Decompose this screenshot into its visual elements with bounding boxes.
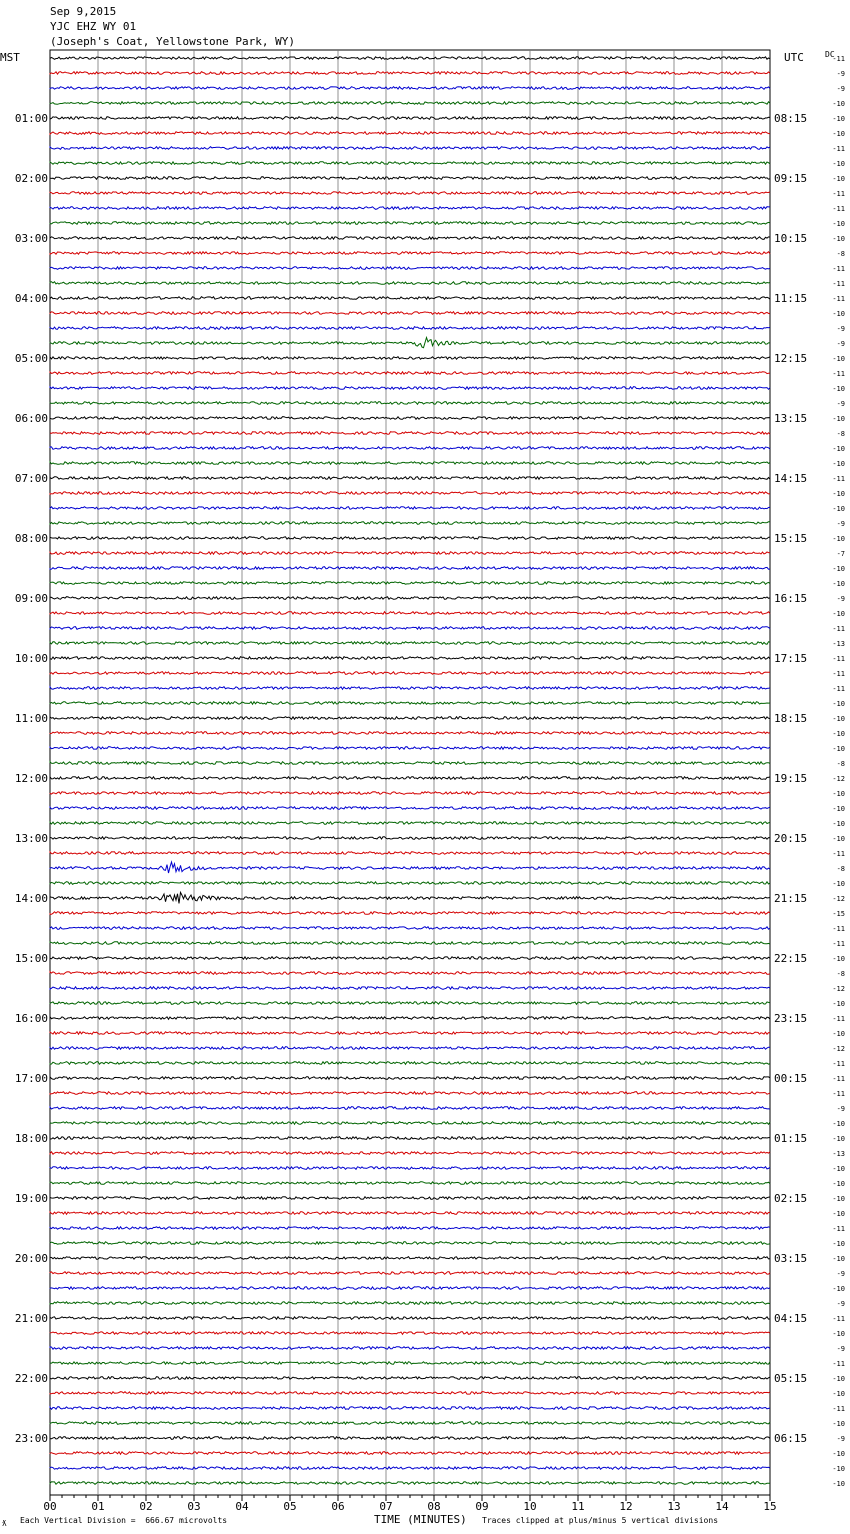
dc-offset-label: -9 xyxy=(836,70,845,78)
station-code: YJC EHZ WY 01 xyxy=(50,20,137,33)
dc-offset-label: -11 xyxy=(832,1315,845,1323)
dc-offset-label: -10 xyxy=(832,1165,845,1173)
hour-label-mst: 01:00 xyxy=(14,112,48,125)
dc-offset-label: -10 xyxy=(832,310,845,318)
dc-offset-label: -10 xyxy=(832,235,845,243)
trace-row xyxy=(50,462,770,465)
x-tick-label: 10 xyxy=(523,1500,537,1513)
dc-offset-label: -10 xyxy=(832,220,845,228)
trace-row xyxy=(50,892,770,903)
trace-row xyxy=(50,1377,770,1380)
hour-label-utc: 00:15 xyxy=(774,1072,808,1085)
dc-offset-label: -10 xyxy=(832,1480,845,1488)
hour-label-mst: 13:00 xyxy=(14,832,48,845)
dc-offset-label: -10 xyxy=(832,745,845,753)
dc-offset-label: -8 xyxy=(836,430,845,438)
trace-row xyxy=(50,1332,770,1335)
dc-offset-label: -10 xyxy=(832,1240,845,1248)
trace-row xyxy=(50,177,770,180)
dc-offset-label: -10 xyxy=(832,1465,845,1473)
trace-row xyxy=(50,252,770,255)
x-tick-label: 07 xyxy=(379,1500,393,1513)
hour-label-utc: 10:15 xyxy=(774,232,808,245)
dc-offset-label: -10 xyxy=(832,385,845,393)
hour-label-mst: 08:00 xyxy=(14,532,48,545)
x-tick-label: 00 xyxy=(43,1500,57,1513)
trace-row xyxy=(50,102,770,105)
trace-row xyxy=(50,927,770,930)
dc-offset-header: DC xyxy=(825,50,835,59)
dc-offset-label: -9 xyxy=(836,1345,845,1353)
hour-label-utc: 15:15 xyxy=(774,532,808,545)
hour-label-utc: 18:15 xyxy=(774,712,808,725)
hour-label-mst: 09:00 xyxy=(14,592,48,605)
trace-row xyxy=(50,297,770,300)
trace-row xyxy=(50,642,770,645)
dc-offset-label: -11 xyxy=(832,940,845,948)
dc-offset-label: -11 xyxy=(832,1360,845,1368)
dc-offset-label: -15 xyxy=(832,910,845,918)
trace-row xyxy=(50,1467,770,1470)
dc-offset-label: -10 xyxy=(832,880,845,888)
scale-note: Each Vertical Division = 666.67 microvolts xyxy=(20,1516,228,1525)
trace-row xyxy=(50,597,770,600)
dc-offset-label: -11 xyxy=(832,925,845,933)
dc-offset-label: -10 xyxy=(832,505,845,513)
dc-offset-label: -11 xyxy=(832,190,845,198)
hour-label-mst: 04:00 xyxy=(14,292,48,305)
trace-row xyxy=(50,1362,770,1365)
trace-row xyxy=(50,1227,770,1230)
trace-row xyxy=(50,1167,770,1170)
hour-label-mst: 15:00 xyxy=(14,952,48,965)
trace-row xyxy=(50,1107,770,1110)
trace-row xyxy=(50,972,770,975)
hour-label-utc: 16:15 xyxy=(774,592,808,605)
hour-label-utc: 20:15 xyxy=(774,832,808,845)
trace-row xyxy=(50,312,770,315)
trace-row xyxy=(50,627,770,630)
hour-label-mst: 03:00 xyxy=(14,232,48,245)
dc-offset-label: -10 xyxy=(832,1255,845,1263)
trace-row xyxy=(50,1047,770,1050)
dc-offset-label: -10 xyxy=(832,130,845,138)
x-tick-label: 13 xyxy=(667,1500,681,1513)
dc-offset-label: -10 xyxy=(832,1030,845,1038)
trace-row xyxy=(50,477,770,480)
dc-offset-label: -13 xyxy=(832,1150,845,1158)
hour-label-mst: 02:00 xyxy=(14,172,48,185)
trace-row xyxy=(50,702,770,705)
trace-row xyxy=(50,222,770,225)
hour-label-utc: 11:15 xyxy=(774,292,808,305)
corner-mark: ƛ xyxy=(2,1519,7,1528)
hour-label-mst: 11:00 xyxy=(14,712,48,725)
left-timezone-label: MST xyxy=(0,51,20,64)
x-tick-label: 11 xyxy=(571,1500,585,1513)
hour-label-utc: 03:15 xyxy=(774,1252,808,1265)
dc-offset-label: -9 xyxy=(836,520,845,528)
dc-offset-label: -8 xyxy=(836,760,845,768)
trace-row xyxy=(50,882,770,885)
trace-row xyxy=(50,1302,770,1305)
dc-offset-label: -10 xyxy=(832,115,845,123)
trace-row xyxy=(50,1452,770,1455)
dc-offset-label: -10 xyxy=(832,445,845,453)
hour-label-mst: 19:00 xyxy=(14,1192,48,1205)
station-location: (Joseph's Coat, Yellowstone Park, WY) xyxy=(50,35,296,48)
trace-row xyxy=(50,777,770,780)
dc-offset-label: -11 xyxy=(832,475,845,483)
trace-row xyxy=(50,432,770,435)
hour-label-mst: 17:00 xyxy=(14,1072,48,1085)
dc-offset-label: -12 xyxy=(832,985,845,993)
hour-label-mst: 10:00 xyxy=(14,652,48,665)
trace-row xyxy=(50,1017,770,1020)
dc-offset-label: -12 xyxy=(832,1045,845,1053)
hour-label-mst: 22:00 xyxy=(14,1372,48,1385)
trace-row xyxy=(50,1392,770,1395)
trace-row xyxy=(50,762,770,765)
dc-offset-label: -10 xyxy=(832,1375,845,1383)
dc-offset-label: -11 xyxy=(832,670,845,678)
trace-row xyxy=(50,417,770,420)
hour-label-utc: 21:15 xyxy=(774,892,808,905)
dc-offset-label: -10 xyxy=(832,535,845,543)
hour-label-utc: 05:15 xyxy=(774,1372,808,1385)
x-tick-label: 02 xyxy=(139,1500,153,1513)
trace-row xyxy=(50,1317,770,1320)
trace-row xyxy=(50,1272,770,1275)
trace-row xyxy=(50,552,770,555)
dc-offset-label: -11 xyxy=(832,55,845,63)
dc-offset-label: -11 xyxy=(832,1075,845,1083)
x-tick-label: 05 xyxy=(283,1500,297,1513)
trace-row xyxy=(50,192,770,195)
dc-offset-label: -11 xyxy=(832,850,845,858)
dc-offset-label: -11 xyxy=(832,685,845,693)
hour-label-mst: 18:00 xyxy=(14,1132,48,1145)
x-tick-label: 03 xyxy=(187,1500,201,1513)
trace-row xyxy=(50,57,770,60)
hour-label-utc: 04:15 xyxy=(774,1312,808,1325)
hour-label-mst: 16:00 xyxy=(14,1012,48,1025)
dc-offset-label: -9 xyxy=(836,400,845,408)
hour-label-utc: 22:15 xyxy=(774,952,808,965)
hour-label-utc: 02:15 xyxy=(774,1192,808,1205)
trace-row xyxy=(50,807,770,810)
trace-row xyxy=(50,747,770,750)
right-timezone-label: UTC xyxy=(784,51,804,64)
dc-offset-label: -8 xyxy=(836,250,845,258)
trace-row xyxy=(50,282,770,285)
trace-row xyxy=(50,387,770,390)
dc-offset-label: -10 xyxy=(832,820,845,828)
hour-label-utc: 01:15 xyxy=(774,1132,808,1145)
trace-row xyxy=(50,492,770,495)
hour-label-utc: 13:15 xyxy=(774,412,808,425)
trace-row xyxy=(50,837,770,840)
dc-offset-label: -11 xyxy=(832,295,845,303)
trace-row xyxy=(50,1122,770,1125)
dc-offset-label: -9 xyxy=(836,595,845,603)
dc-offset-label: -10 xyxy=(832,175,845,183)
dc-offset-label: -9 xyxy=(836,85,845,93)
hour-label-mst: 07:00 xyxy=(14,472,48,485)
dc-offset-label: -10 xyxy=(832,580,845,588)
trace-row xyxy=(50,207,770,210)
hour-label-mst: 23:00 xyxy=(14,1432,48,1445)
trace-row xyxy=(50,1347,770,1350)
dc-offset-label: -10 xyxy=(832,565,845,573)
x-tick-label: 08 xyxy=(427,1500,441,1513)
dc-offset-label: -11 xyxy=(832,265,845,273)
trace-row xyxy=(50,912,770,915)
dc-offset-label: -10 xyxy=(832,835,845,843)
dc-offset-label: -11 xyxy=(832,280,845,288)
dc-offset-label: -10 xyxy=(832,1285,845,1293)
dc-offset-label: -8 xyxy=(836,970,845,978)
trace-row xyxy=(50,1482,770,1485)
trace-row xyxy=(50,1182,770,1185)
hour-label-mst: 14:00 xyxy=(14,892,48,905)
x-tick-label: 12 xyxy=(619,1500,633,1513)
trace-row xyxy=(50,1137,770,1140)
dc-offset-label: -9 xyxy=(836,1300,845,1308)
dc-offset-label: -11 xyxy=(832,655,845,663)
dc-offset-label: -9 xyxy=(836,340,845,348)
trace-row xyxy=(50,1062,770,1065)
trace-row xyxy=(50,942,770,945)
trace-row xyxy=(50,1212,770,1215)
trace-row xyxy=(50,507,770,510)
dc-offset-label: -10 xyxy=(832,1210,845,1218)
hour-label-mst: 05:00 xyxy=(14,352,48,365)
trace-row xyxy=(50,357,770,360)
trace-row xyxy=(50,372,770,375)
dc-offset-label: -10 xyxy=(832,460,845,468)
dc-offset-label: -10 xyxy=(832,1135,845,1143)
trace-row xyxy=(50,852,770,855)
trace-row xyxy=(50,1002,770,1005)
hour-label-utc: 19:15 xyxy=(774,772,808,785)
dc-offset-label: -11 xyxy=(832,1405,845,1413)
x-tick-label: 14 xyxy=(715,1500,729,1513)
dc-offset-label: -7 xyxy=(836,550,845,558)
trace-row xyxy=(50,957,770,960)
hour-label-utc: 14:15 xyxy=(774,472,808,485)
x-tick-label: 06 xyxy=(331,1500,345,1513)
dc-offset-label: -11 xyxy=(832,205,845,213)
trace-row xyxy=(50,132,770,135)
trace-row xyxy=(50,567,770,570)
trace-row xyxy=(50,612,770,615)
hour-label-mst: 12:00 xyxy=(14,772,48,785)
trace-row xyxy=(50,1077,770,1080)
hour-label-utc: 06:15 xyxy=(774,1432,808,1445)
trace-row xyxy=(50,1092,770,1095)
trace-row xyxy=(50,717,770,720)
dc-offset-label: -9 xyxy=(836,1105,845,1113)
dc-offset-label: -13 xyxy=(832,640,845,648)
trace-row xyxy=(50,1197,770,1200)
dc-offset-label: -11 xyxy=(832,625,845,633)
dc-offset-label: -10 xyxy=(832,955,845,963)
hour-label-mst: 20:00 xyxy=(14,1252,48,1265)
dc-offset-label: -10 xyxy=(832,700,845,708)
x-tick-label: 04 xyxy=(235,1500,249,1513)
trace-row xyxy=(50,87,770,90)
dc-offset-label: -10 xyxy=(832,1450,845,1458)
hour-label-utc: 12:15 xyxy=(774,352,808,365)
dc-offset-label: -12 xyxy=(832,775,845,783)
dc-offset-label: -9 xyxy=(836,1435,845,1443)
trace-row xyxy=(50,672,770,675)
dc-offset-label: -10 xyxy=(832,160,845,168)
x-axis-title: TIME (MINUTES) xyxy=(374,1513,467,1526)
dc-offset-label: -10 xyxy=(832,715,845,723)
dc-offset-label: -9 xyxy=(836,325,845,333)
trace-row xyxy=(50,1032,770,1035)
dc-offset-label: -10 xyxy=(832,1180,845,1188)
dc-offset-label: -10 xyxy=(832,100,845,108)
trace-row xyxy=(50,338,770,348)
dc-offset-label: -10 xyxy=(832,355,845,363)
trace-row xyxy=(50,1422,770,1425)
dc-offset-label: -10 xyxy=(832,490,845,498)
hour-label-mst: 21:00 xyxy=(14,1312,48,1325)
trace-row xyxy=(50,862,770,873)
trace-row xyxy=(50,1152,770,1155)
trace-row xyxy=(50,1242,770,1245)
trace-row xyxy=(50,1407,770,1410)
dc-offset-label: -12 xyxy=(832,895,845,903)
dc-offset-label: -11 xyxy=(832,145,845,153)
trace-row xyxy=(50,732,770,735)
dc-offset-label: -10 xyxy=(832,1120,845,1128)
x-tick-label: 09 xyxy=(475,1500,489,1513)
trace-row xyxy=(50,402,770,405)
dc-offset-label: -10 xyxy=(832,1000,845,1008)
trace-row xyxy=(50,987,770,990)
x-tick-label: 01 xyxy=(91,1500,105,1513)
trace-row xyxy=(50,792,770,795)
dc-offset-label: -9 xyxy=(836,1270,845,1278)
trace-row xyxy=(50,447,770,450)
dc-offset-label: -10 xyxy=(832,730,845,738)
trace-row xyxy=(50,327,770,330)
hour-label-utc: 23:15 xyxy=(774,1012,808,1025)
trace-row xyxy=(50,657,770,660)
x-tick-label: 15 xyxy=(763,1500,777,1513)
trace-row xyxy=(50,1287,770,1290)
dc-offset-label: -10 xyxy=(832,790,845,798)
trace-row xyxy=(50,72,770,75)
trace-row xyxy=(50,267,770,270)
trace-row xyxy=(50,1437,770,1440)
dc-offset-label: -10 xyxy=(832,610,845,618)
trace-row xyxy=(50,582,770,585)
dc-offset-label: -11 xyxy=(832,1015,845,1023)
hour-label-utc: 09:15 xyxy=(774,172,808,185)
dc-offset-label: -10 xyxy=(832,1420,845,1428)
dc-offset-label: -11 xyxy=(832,1225,845,1233)
trace-row xyxy=(50,1257,770,1260)
dc-offset-label: -10 xyxy=(832,805,845,813)
dc-offset-label: -11 xyxy=(832,1060,845,1068)
trace-row xyxy=(50,537,770,540)
clip-note: Traces clipped at plus/minus 5 vertical divisions xyxy=(482,1516,719,1525)
dc-offset-label: -10 xyxy=(832,1195,845,1203)
trace-row xyxy=(50,522,770,525)
dc-offset-label: -10 xyxy=(832,1330,845,1338)
trace-row xyxy=(50,147,770,150)
hour-label-utc: 08:15 xyxy=(774,112,808,125)
trace-row xyxy=(50,822,770,825)
trace-row xyxy=(50,117,770,120)
hour-label-mst: 06:00 xyxy=(14,412,48,425)
trace-row xyxy=(50,237,770,240)
dc-offset-label: -10 xyxy=(832,415,845,423)
hour-label-utc: 17:15 xyxy=(774,652,808,665)
record-date: Sep 9,2015 xyxy=(50,5,117,18)
trace-row xyxy=(50,162,770,165)
dc-offset-label: -10 xyxy=(832,1390,845,1398)
dc-offset-label: -11 xyxy=(832,370,845,378)
dc-offset-label: -8 xyxy=(836,865,845,873)
dc-offset-label: -11 xyxy=(832,1090,845,1098)
trace-row xyxy=(50,687,770,690)
